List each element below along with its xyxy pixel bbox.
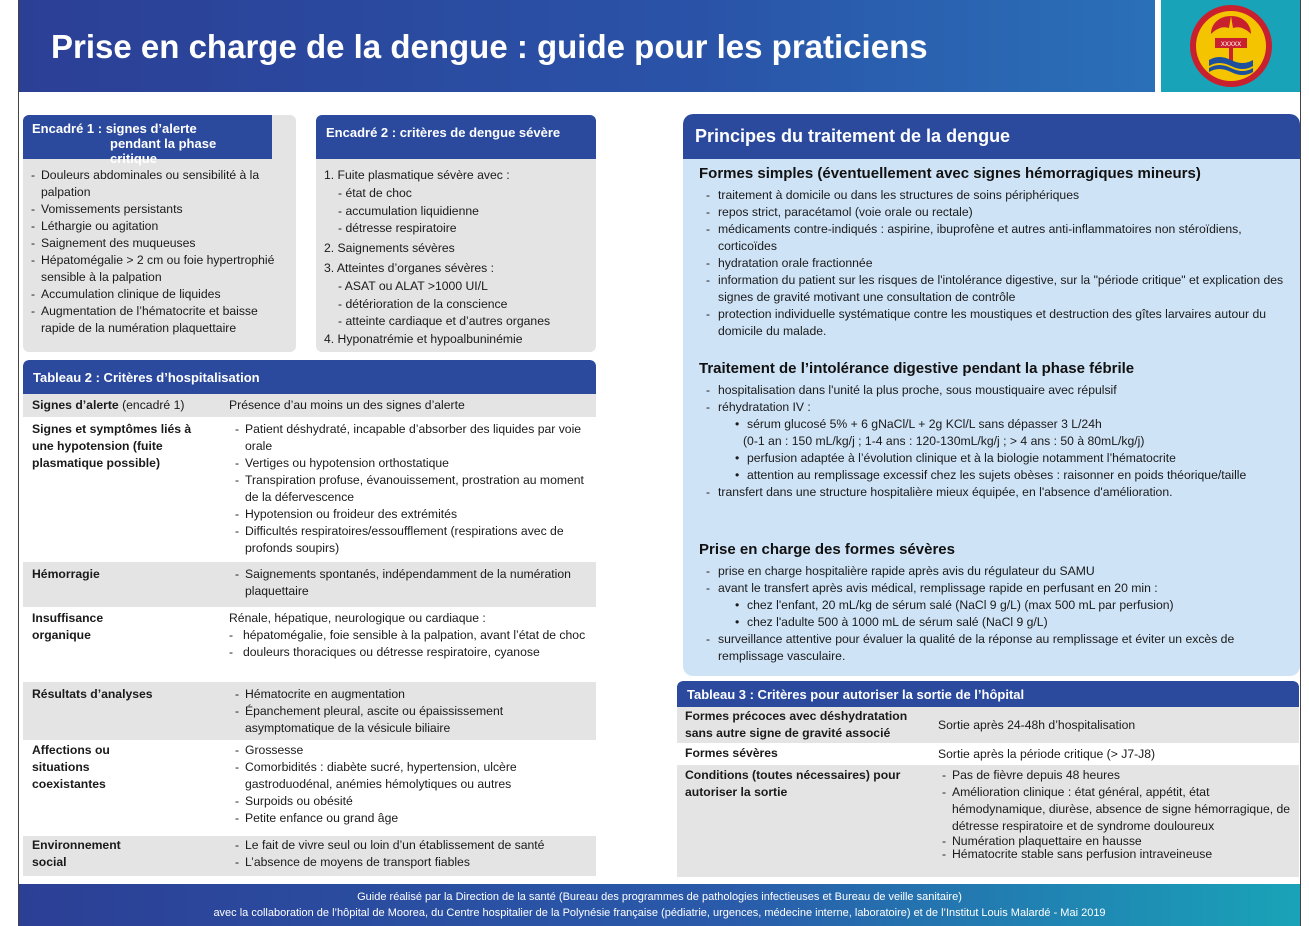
table-row [677,765,1299,877]
section-list [699,187,1294,340]
row-list [229,566,591,600]
criterion-3c: - atteinte cardiaque et d’autres organes [338,314,551,329]
row-value: Présence d’au moins un des signes d’alerte [229,398,465,412]
list-item: - hépatomégalie, foie sensible à la palpation, avant l’état de choc [229,627,591,644]
list-item: - Épanchement pleural, ascite ou épaississement asymptomatique de la vésicule biliaire [229,703,591,737]
list-item: - transfert dans une structure hospitalière mieux équipée, en l'absence d'amélioration. [699,484,1294,501]
row-list [229,421,591,557]
logo-panel [1161,0,1300,92]
criterion-1c: - détresse respiratoire [338,221,457,236]
list-item: - hospitalisation dans l'unité la plus proche, sous moustiquaire avec répulsif [699,382,1294,399]
row-list [229,837,591,871]
bullet-item: • chez l'adulte 500 à 1000 mL de sérum salé (NaCl 9 g/L) [699,614,1294,631]
list-item: - Hématocrite en augmentation [229,686,591,703]
table-row [23,607,596,682]
list-item: - Amélioration clinique : état général, appétit, état hémodynamique, diurèse, absence de signe hémorragique, de détresse respiratoire et de syndrome douloureux [936,784,1291,835]
bullet-item: • sérum glucosé 5% + 6 gNaCl/L + 2g KCl/L sans dépasser 3 L/24h [699,416,1294,433]
row-intro: Rénale, hépatique, neurologique ou cardiaque : [229,611,486,625]
row-label: Hémorragie [32,567,100,581]
criterion-1: 1. Fuite plasmatique sévère avec : [324,168,510,182]
tableau-2-title: Tableau 2 : Critères d’hospitalisation [23,360,596,394]
polynesia-emblem-icon [1189,4,1273,88]
list-item: - Petite enfance ou grand âge [229,810,591,827]
list-item: - Léthargie ou agitation [25,218,288,235]
row-label: Formes sévères [685,746,778,760]
dosage-detail: (0-1 an : 150 mL/kg/j ; 1-4 ans : 120-130mL/kg/j ; > 4 ans : 50 à 80mL/kg/j) [743,434,1145,448]
list-item: - Patient déshydraté, incapable d’absorber des liquides par voie orale [229,421,591,455]
tableau-2 [23,360,596,876]
table-row [677,707,1299,743]
list-item: - Saignements spontanés, indépendamment de la numération plaquettaire [229,566,591,600]
list-item: - Surpoids ou obésité [229,793,591,810]
row-list [936,767,1291,861]
row-list [229,686,591,737]
row-label: Environnement social [32,838,121,869]
section-list [699,382,1294,416]
table-row [23,836,596,876]
encadre-1-title-line1: Encadré 1 : signes d’alerte [32,121,197,136]
section-formes-simples [699,165,1294,340]
row-label: Résultats d’analyses [32,687,153,701]
list-item: - Saignement des muqueuses [25,235,288,252]
criterion-3b: - détérioration de la conscience [338,296,508,311]
tableau-3-title: Tableau 3 : Critères pour autoriser la sortie de l’hôpital [677,681,1299,707]
row-list [229,742,591,827]
list-item: - hydratation orale fractionnée [699,255,1294,272]
section-title: Traitement de l’intolérance digestive pendant la phase fébrile [699,360,1135,377]
bullet-item: • attention au remplissage excessif chez les sujets obèses : raisonner en poids théorique/taille [699,467,1294,484]
list-item: - repos strict, paracétamol (voie orale ou rectale) [699,204,1294,221]
row-label: Conditions (toutes nécessaires) pour autoriser la sortie [685,768,901,799]
encadre-1-header [23,115,272,166]
footer-line-2: avec la collaboration de l’hôpital de Moorea, du Centre hospitalier de la Polynésie française (pédiatrie, urgences, médecine interne, laboratoire) et de l’Institut Louis Malardé - Mai 2019 [213,907,1106,919]
section-intolerance-digestive [699,360,1294,501]
footer-line-1: Guide réalisé par la Direction de la santé (Bureau des programmes de pathologies infectieuses et Bureau de veille sanitaire) [357,891,962,903]
row-label: Signes et symptômes liés à une hypotension (fuite plasmatique possible) [32,422,192,470]
encadre-2-body [316,159,596,349]
encadre-2-title: Encadré 2 : critères de dengue sévère [316,115,596,159]
encadre-1-title-line2: pendant la phase critique [110,136,217,166]
principes-panel [683,114,1300,676]
criterion-3: 3. Atteintes d’organes sévères : [324,260,495,275]
table-row [677,743,1299,765]
section-list [699,563,1294,597]
encadre-1-list [23,159,296,337]
list-item: - Difficultés respiratoires/essoufflement (respirations avec de profonds soupirs) [229,523,591,557]
list-item: - Vertiges ou hypotension orthostatique [229,455,591,472]
list-item: - Pas de fièvre depuis 48 heures [936,767,1291,784]
bullet-item: • chez l'enfant, 20 mL/kg de sérum salé (NaCl 9 g/L) (max 500 mL par perfusion) [699,597,1294,614]
list-item: - protection individuelle systématique contre les moustiques et destruction des gîtes larvaires autour du domicile du malade. [699,306,1294,340]
list-item: - Comorbidités : diabète sucré, hypertension, ulcère gastroduodénal, anémies hémolytiques ou autres [229,759,591,793]
row-label: Affections ou situations coexistantes [32,743,110,791]
list-item: - Douleurs abdominales ou sensibilité à la palpation [25,167,288,201]
criterion-1b: - accumulation liquidienne [338,203,479,218]
encadre-1-box [23,115,296,352]
list-item: - Grossesse [229,742,591,759]
criterion-1a: - état de choc [338,185,412,200]
criterion-2: 2. Saignements sévères [324,241,455,256]
bullet-item: • perfusion adaptée à l’évolution clinique et à la biologie notamment l’hématocrite [699,450,1294,467]
encadre-2-box [316,115,596,352]
table-row [23,562,596,607]
list-item: - douleurs thoraciques ou détresse respiratoire, cyanose [229,644,591,661]
list-item: - réhydratation IV : [699,399,1294,416]
list-item: - Augmentation de l’hématocrite et baisse rapide de la numération plaquettaire [25,303,288,337]
section-list [699,484,1294,501]
page-title: Prise en charge de la dengue : guide pour les praticiens [51,28,928,65]
row-label: Insuffisance organique [32,611,104,642]
table-row [23,417,596,562]
list-item: - Hypotension ou froideur des extrémités [229,506,591,523]
list-item: - Le fait de vivre seul ou loin d’un établissement de santé [229,837,591,854]
list-item: - Hématocrite stable sans perfusion intraveineuse [936,848,1291,861]
row-label: Formes précoces avec déshydratation sans autre signe de gravité associé [685,709,908,740]
list-item: - Transpiration profuse, évanouissement, prostration au moment de la défervescence [229,472,591,506]
table-row [23,394,596,417]
row-label: Signes d’alerte (encadré 1) [32,398,185,412]
svg-text:XXXXX: XXXXX [1220,41,1242,48]
list-item: - avant le transfert après avis médical, remplissage rapide en perfusant en 20 min : [699,580,1294,597]
principes-title: Principes du traitement de la dengue [683,114,1300,159]
list-item: - Vomissements persistants [25,201,288,218]
bullet-list [699,450,1294,484]
row-list [229,627,591,661]
list-item: - traitement à domicile ou dans les structures de soins périphériques [699,187,1294,204]
section-formes-severes [699,541,1294,665]
list-item: - Accumulation clinique de liquides [25,286,288,303]
bullet-list [699,416,1294,433]
list-item: - information du patient sur les risques de l'intolérance digestive, sur la "période critique" et explication des signes de gravité motivant une consultation de contrôle [699,272,1294,306]
footer-credits [19,884,1300,926]
table-row [23,740,596,836]
section-list [699,631,1294,665]
list-item: - L’absence de moyens de transport fiables [229,854,591,871]
list-item: - Numération plaquettaire en hausse [936,835,1291,848]
header-banner [19,0,1155,92]
list-item: - surveillance attentive pour évaluer la qualité de la réponse au remplissage et éviter un excès de remplissage vasculaire. [699,631,1294,665]
section-title: Formes simples (éventuellement avec signes hémorragiques mineurs) [699,165,1201,182]
table-row [23,682,596,740]
tableau-3 [677,681,1299,877]
criterion-4: 4. Hyponatrémie et hypoalbuninémie [324,332,523,347]
row-value: Sortie après 24-48h d’hospitalisation [938,718,1136,732]
row-value [229,610,591,661]
bullet-list [699,597,1294,631]
row-value: Sortie après la période critique (> J7-J8) [938,747,1156,761]
list-item: - Hépatomégalie > 2 cm ou foie hypertrophié sensible à la palpation [25,252,288,286]
list-item: - prise en charge hospitalière rapide après avis du régulateur du SAMU [699,563,1294,580]
criterion-3a: - ASAT ou ALAT >1000 UI/L [338,278,488,293]
section-title: Prise en charge des formes sévères [699,541,955,558]
list-item: - médicaments contre-indiqués : aspirine, ibuprofène et autres anti-inflammatoires non stéroïdiens, corticoïdes [699,221,1294,255]
